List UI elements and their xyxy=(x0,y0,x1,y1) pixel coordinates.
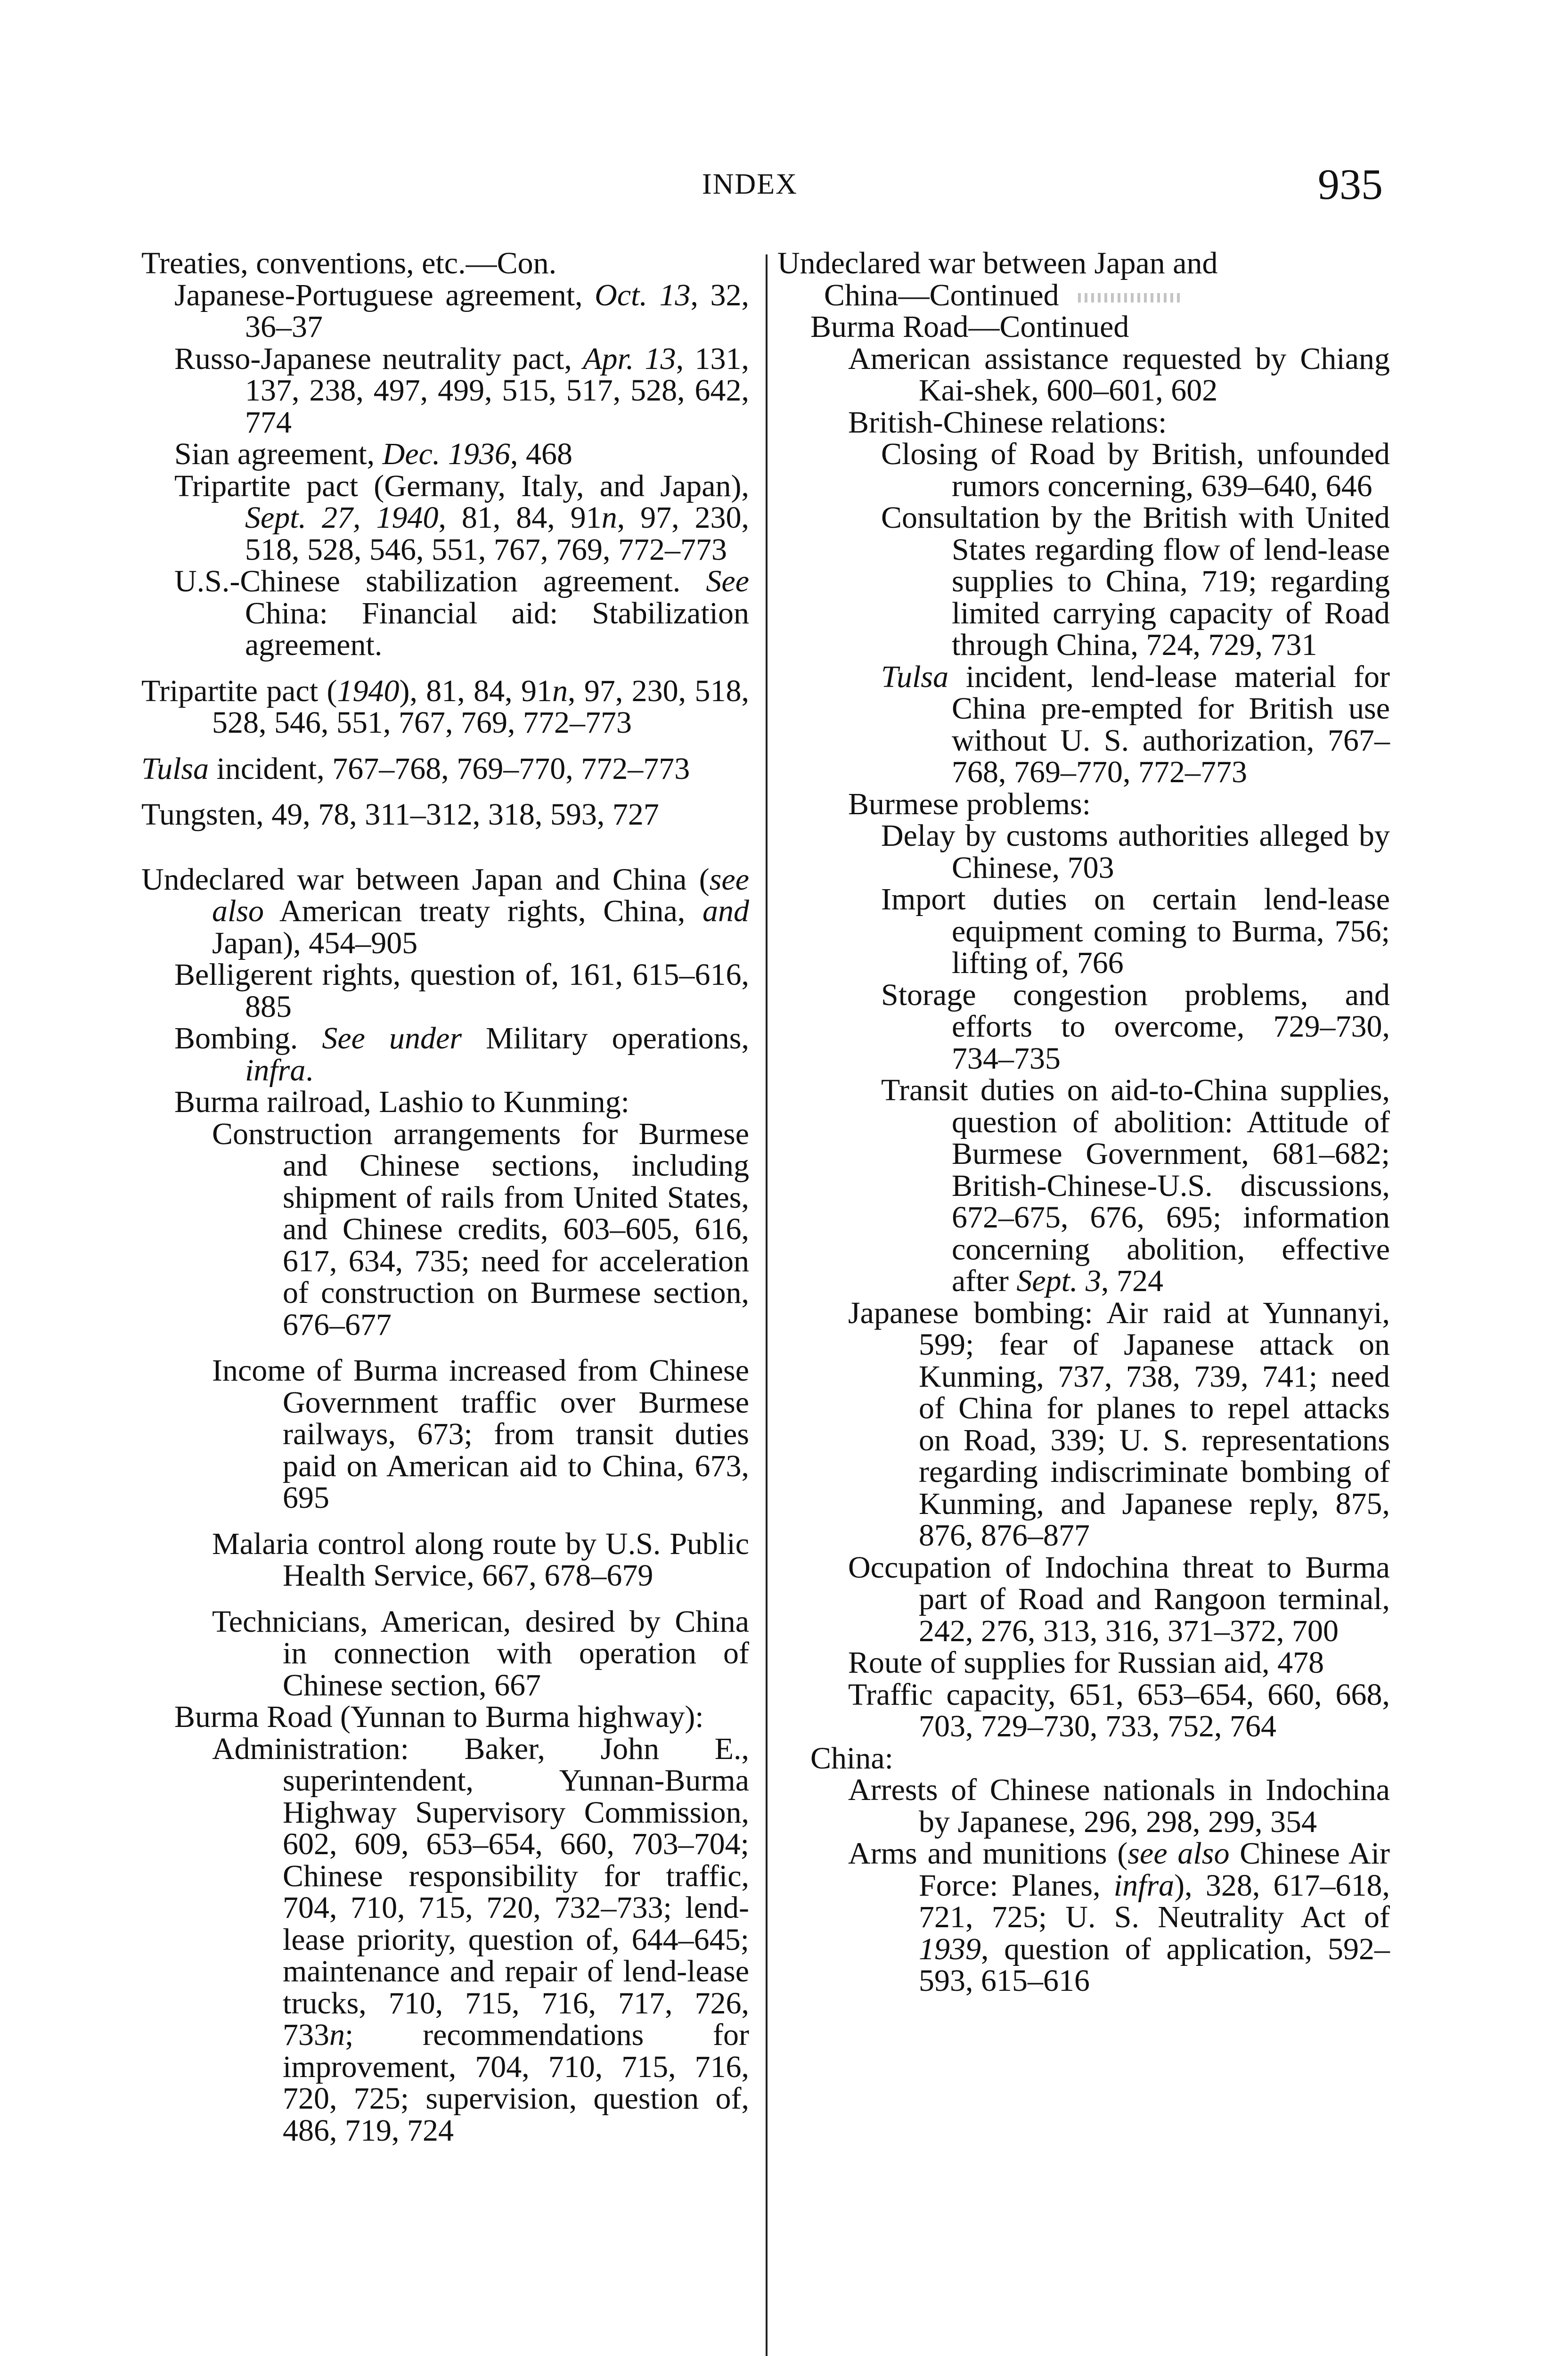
index-column-left xyxy=(141,247,749,2146)
index-entry: Bombing. See under Military operations, infra. xyxy=(174,1021,749,1088)
index-entry: British-Chinese relations: xyxy=(848,405,1167,440)
index-entry: Tungsten, 49, 78, 311–312, 318, 593, 727 xyxy=(141,797,659,832)
index-entry: Administration: Baker, John E., superintendent, Yunnan-Burma Highway Supervisory Commission, 602, 609, 653–654, 660, 703–704; Chinese responsibility for traffic, 704, 710, 715, 720, 732–733; lend-lease priority, question of, 644–645; maintenance and repair of lend-lease trucks, 710, 715, 716, 717, 726, 733n; recommendations for improvement, 704, 710, 715, 716, 720, 725; supervision, question of, 486, 719, 724 xyxy=(212,1731,749,2148)
index-entry: Import duties on certain lend-lease equipment coming to Burma, 756; lifting of, 766 xyxy=(881,882,1390,980)
index-entry: Storage congestion problems, and efforts to overcome, 729–730, 734–735 xyxy=(881,977,1390,1076)
index-entry: Transit duties on aid-to-China supplies, question of abolition: Attitude of Burmese Government, 681–682; British-Chinese-U.S. discussions, 672–675, 676, 695; information concerning abolition, effective after Sept. 3, 724 xyxy=(881,1073,1390,1298)
index-entry: Arrests of Chinese nationals in Indochina by Japanese, 296, 298, 299, 354 xyxy=(848,1773,1390,1839)
ink-smudge xyxy=(1078,293,1182,303)
index-entry: Sian agreement, Dec. 1936, 468 xyxy=(174,437,572,471)
index-entry: Tripartite pact (1940), 81, 84, 91n, 97, 230, 518, 528, 546, 551, 767, 769, 772–773 xyxy=(141,673,750,740)
index-entry: Route of supplies for Russian aid, 478 xyxy=(848,1645,1324,1680)
index-entry: Income of Burma increased from Chinese Government traffic over Burmese railways, 673; from transit duties paid on American aid to China, 673, 695 xyxy=(212,1353,749,1515)
index-entry: Consultation by the British with United States regarding flow of lend-lease supplies to China, 719; regarding limited carrying capacity of Road through China, 724, 729, 731 xyxy=(881,500,1390,662)
index-entry: Tulsa incident, 767–768, 769–770, 772–773 xyxy=(141,751,690,786)
index-entry: Treaties, conventions, etc.—Con. xyxy=(141,246,557,280)
column-divider xyxy=(766,254,768,2356)
index-entry: Traffic capacity, 651, 653–654, 660, 668, 703, 729–730, 733, 752, 764 xyxy=(848,1677,1390,1743)
index-entry: Tripartite pact (Germany, Italy, and Japan), Sept. 27, 1940, 81, 84, 91n, 97, 230, 518, 528, 546, 551, 767, 769, 772–773 xyxy=(174,468,750,567)
index-entry: Burma Road (Yunnan to Burma highway): xyxy=(174,1700,704,1734)
index-entry: Burma Road—Continued xyxy=(810,310,1129,344)
index-entry: Arms and munitions (see also Chinese Air Force: Planes, infra), 328, 617–618, 721, 725; U. S. Neutrality Act of 1939, question of application, 592–593, 615–616 xyxy=(848,1836,1390,1998)
page-number: 935 xyxy=(1318,160,1383,208)
index-entry: Malaria control along route by U.S. Public Health Service, 667, 678–679 xyxy=(212,1526,749,1593)
index-entry: Delay by customs authorities alleged by Chinese, 703 xyxy=(881,818,1390,885)
index-entry: U.S.-Chinese stabilization agreement. See China: Financial aid: Stabilization agreement. xyxy=(174,564,749,662)
index-entry: Russo-Japanese neutrality pact, Apr. 13, 131, 137, 238, 497, 499, 515, 517, 528, 642, 774 xyxy=(174,341,749,440)
index-entry: Burmese problems: xyxy=(848,786,1091,821)
index-entry: Closing of Road by British, unfounded rumors concerning, 639–640, 646 xyxy=(881,437,1390,503)
index-entry: Tulsa incident, lend-lease material for China pre-empted for British use without U. S. authorization, 767–768, 769–770, 772–773 xyxy=(881,659,1390,789)
index-entry: Japanese-Portuguese agreement, Oct. 13, 32, 36–37 xyxy=(174,278,749,344)
index-entry: Technicians, American, desired by China in connection with operation of Chinese section, 667 xyxy=(212,1604,749,1702)
index-entry: Occupation of Indochina threat to Burma part of Road and Rangoon terminal, 242, 276, 313, 316, 371–372, 700 xyxy=(848,1550,1390,1648)
index-entry: Construction arrangements for Burmese and Chinese sections, including shipment of rails from United States, and Chinese credits, 603–605, 616, 617, 634, 735; need for acceleration of construction on Burmese section, 676–677 xyxy=(212,1116,749,1342)
index-entry: Undeclared war between Japan and China (see also American treaty rights, China, and Japan), 454–905 xyxy=(141,862,749,960)
index-entry: Undeclared war between Japan and xyxy=(777,246,1218,280)
index-entry: American assistance requested by Chiang Kai-shek, 600–601, 602 xyxy=(848,341,1390,408)
index-entry: Burma railroad, Lashio to Kunming: xyxy=(174,1085,629,1119)
page-header-title: INDEX xyxy=(702,168,798,200)
index-entry: Belligerent rights, question of, 161, 615–616, 885 xyxy=(174,957,749,1024)
index-column-right xyxy=(777,247,1390,1997)
index-entry: China: xyxy=(810,1741,893,1775)
index-entry: Japanese bombing: Air raid at Yunnanyi, 599; fear of Japanese attack on Kunming, 737, 738, 739, 741; need of China for planes to repel attacks on Road, 339; U. S. representations regarding indiscriminate bombing of Kunming, and Japanese reply, 875, 876, 876–877 xyxy=(848,1295,1390,1553)
index-entry: China—Continued xyxy=(777,279,1390,311)
